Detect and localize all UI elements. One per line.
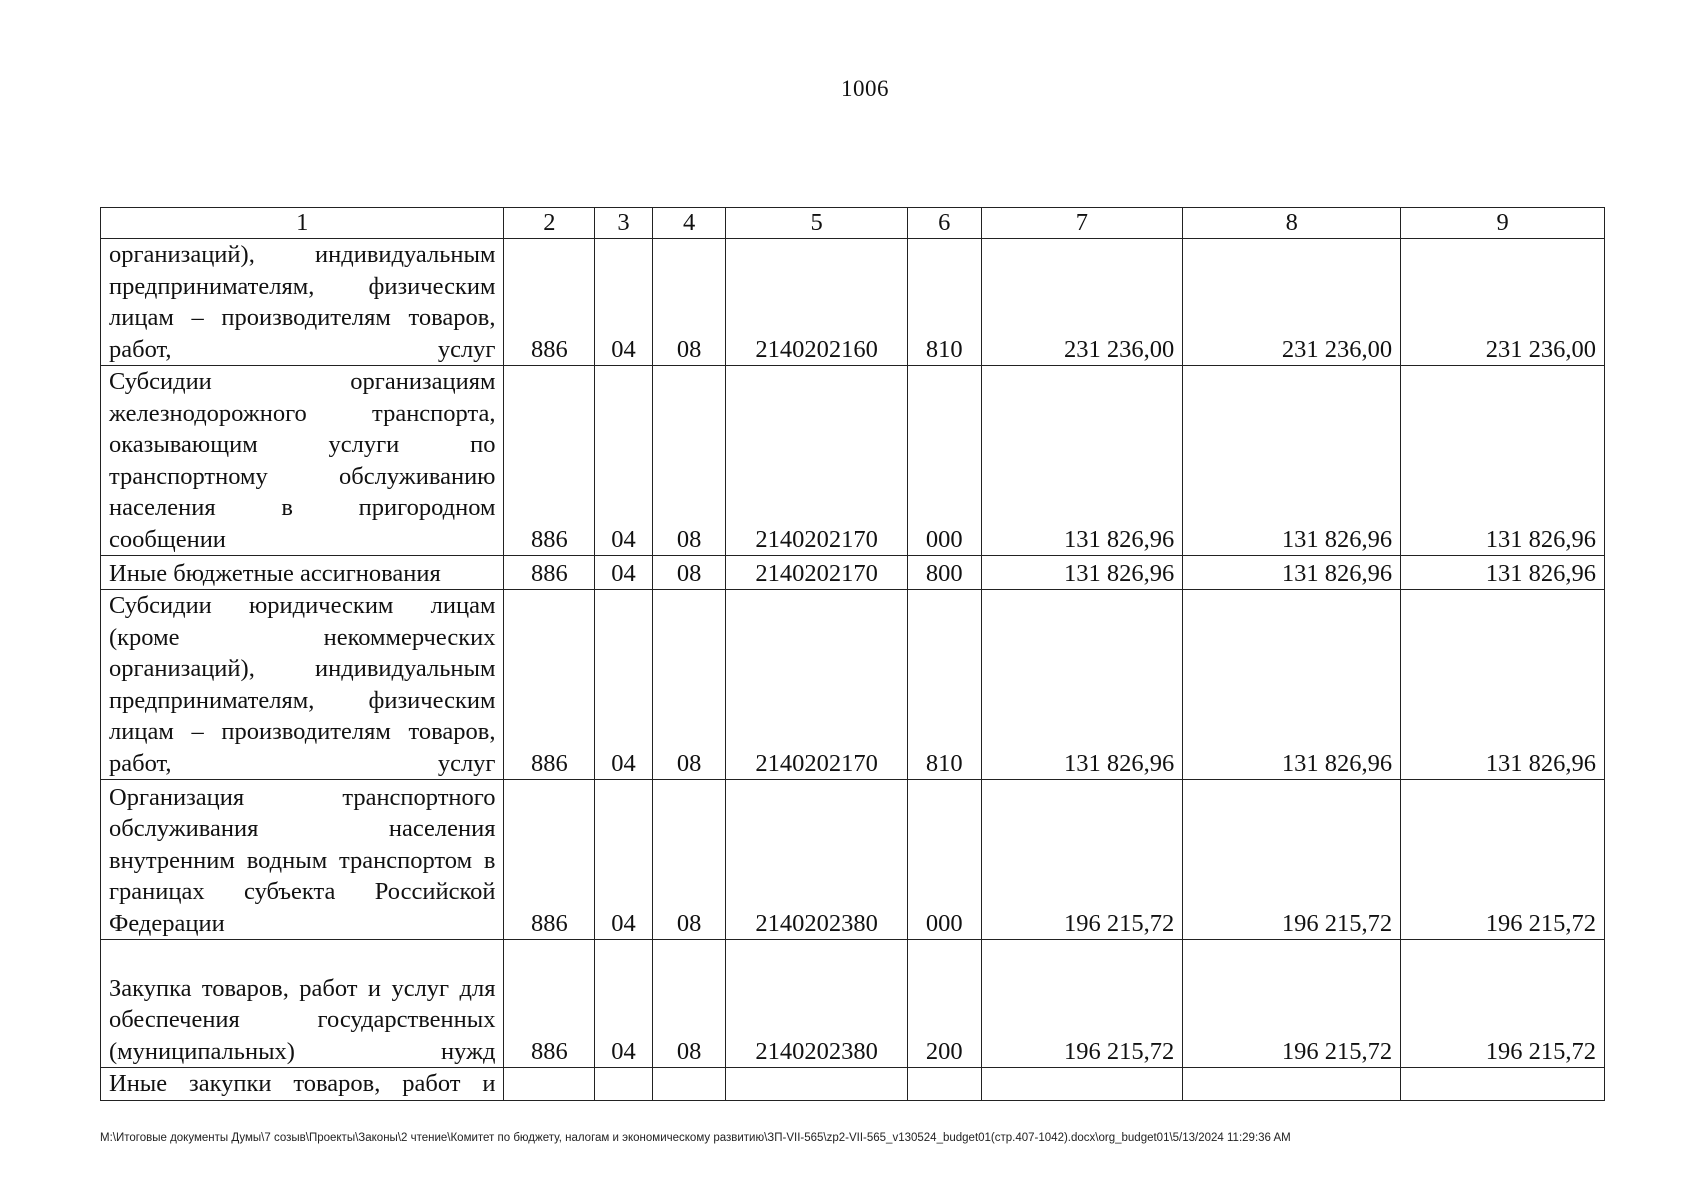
- cell-col8: 196 215,72: [1183, 780, 1401, 940]
- cell-col7: 196 215,72: [981, 940, 1183, 1068]
- document-path-footer: M:\Итоговые документы Думы\7 созыв\Проекты\Законы\2 чтение\Комитет по бюджету, налогам и экономическому развитию\ЗП-VII-565\zp2-VII-565_v130524_budget01(стр.407-1042).docx\org_budget01\5/13/2024 11:29:36 AM: [100, 1132, 1291, 1144]
- column-header: 8: [1183, 208, 1401, 239]
- cell-col2: 886: [504, 590, 595, 780]
- cell-col9: 231 236,00: [1401, 239, 1605, 366]
- row-name-cell: Субсидии юридическим лицам (кроме некоммерческих организаций), индивидуальным предпринимателям, физическим лицам – производителям товаров, работ, услуг: [101, 590, 504, 780]
- cell-col3: 04: [595, 239, 652, 366]
- column-header: 7: [981, 208, 1183, 239]
- cell-col5: 2140202170: [726, 556, 908, 590]
- cell-col4: 08: [652, 366, 726, 556]
- column-header: 1: [101, 208, 504, 239]
- cell-col6: 810: [907, 590, 981, 780]
- cell-col8: 196 215,72: [1183, 940, 1401, 1068]
- cell-col6: 810: [907, 239, 981, 366]
- row-name-cell: Иные бюджетные ассигнования: [101, 556, 504, 590]
- column-header: 4: [652, 208, 726, 239]
- row-name-cell: Закупка товаров, работ и услуг для обеспечения государственных (муниципальных) нужд: [101, 940, 504, 1068]
- cell-col5: 2140202170: [726, 366, 908, 556]
- table-row: [101, 590, 1605, 780]
- cell-col3: 04: [595, 940, 652, 1068]
- cell-col5: 2140202170: [726, 590, 908, 780]
- cell-col9: 131 826,96: [1401, 590, 1605, 780]
- cell-col7: 196 215,72: [981, 780, 1183, 940]
- cell-col4: 08: [652, 590, 726, 780]
- cell-col5: 2140202380: [726, 940, 908, 1068]
- cell-col7: 131 826,96: [981, 366, 1183, 556]
- cell-col8: [1183, 1068, 1401, 1101]
- cell-col8: 231 236,00: [1183, 239, 1401, 366]
- cell-col4: 08: [652, 556, 726, 590]
- cell-col2: [504, 1068, 595, 1101]
- cell-col3: 04: [595, 556, 652, 590]
- cell-col6: 800: [907, 556, 981, 590]
- cell-col3: 04: [595, 590, 652, 780]
- cell-col4: 08: [652, 239, 726, 366]
- cell-col3: 04: [595, 780, 652, 940]
- cell-col5: 2140202380: [726, 780, 908, 940]
- cell-col5: 2140202160: [726, 239, 908, 366]
- cell-col5: [726, 1068, 908, 1101]
- column-header: 5: [726, 208, 908, 239]
- cell-col7: 131 826,96: [981, 590, 1183, 780]
- cell-col2: 886: [504, 239, 595, 366]
- cell-col6: [907, 1068, 981, 1101]
- cell-col8: 131 826,96: [1183, 590, 1401, 780]
- cell-col4: 08: [652, 780, 726, 940]
- budget-table: [100, 207, 1605, 1101]
- cell-col9: [1401, 1068, 1605, 1101]
- cell-col9: 131 826,96: [1401, 366, 1605, 556]
- cell-col9: 196 215,72: [1401, 780, 1605, 940]
- cell-col8: 131 826,96: [1183, 556, 1401, 590]
- cell-col4: [652, 1068, 726, 1101]
- cell-col2: 886: [504, 780, 595, 940]
- table-row: [101, 1068, 1605, 1101]
- table-row: [101, 556, 1605, 590]
- cell-col9: 196 215,72: [1401, 940, 1605, 1068]
- column-header: 3: [595, 208, 652, 239]
- table-header-row: [101, 208, 1605, 239]
- table-row: [101, 940, 1605, 1068]
- cell-col9: 131 826,96: [1401, 556, 1605, 590]
- cell-col6: 000: [907, 366, 981, 556]
- cell-col6: 000: [907, 780, 981, 940]
- cell-col2: 886: [504, 556, 595, 590]
- cell-col3: 04: [595, 366, 652, 556]
- row-name-cell: Субсидии организациям железнодорожного транспорта, оказывающим услуги по транспортному обслуживанию населения в пригородном сообщении: [101, 366, 504, 556]
- cell-col3: [595, 1068, 652, 1101]
- cell-col7: 231 236,00: [981, 239, 1183, 366]
- row-name-cell: Организация транспортного обслуживания населения внутренним водным транспортом в границах субъекта Российской Федерации: [101, 780, 504, 940]
- column-header: 6: [907, 208, 981, 239]
- cell-col8: 131 826,96: [1183, 366, 1401, 556]
- table-row: [101, 780, 1605, 940]
- cell-col2: 886: [504, 366, 595, 556]
- page-number: 1006: [841, 76, 889, 101]
- column-header: 2: [504, 208, 595, 239]
- cell-col7: [981, 1068, 1183, 1101]
- table-row: [101, 239, 1605, 366]
- cell-col4: 08: [652, 940, 726, 1068]
- row-name-cell: организаций), индивидуальным предпринимателям, физическим лицам – производителям товаров, работ, услуг: [101, 239, 504, 366]
- row-name-cell: Иные закупки товаров, работ и: [101, 1068, 504, 1101]
- cell-col6: 200: [907, 940, 981, 1068]
- cell-col7: 131 826,96: [981, 556, 1183, 590]
- table-row: [101, 366, 1605, 556]
- column-header: 9: [1401, 208, 1605, 239]
- cell-col2: 886: [504, 940, 595, 1068]
